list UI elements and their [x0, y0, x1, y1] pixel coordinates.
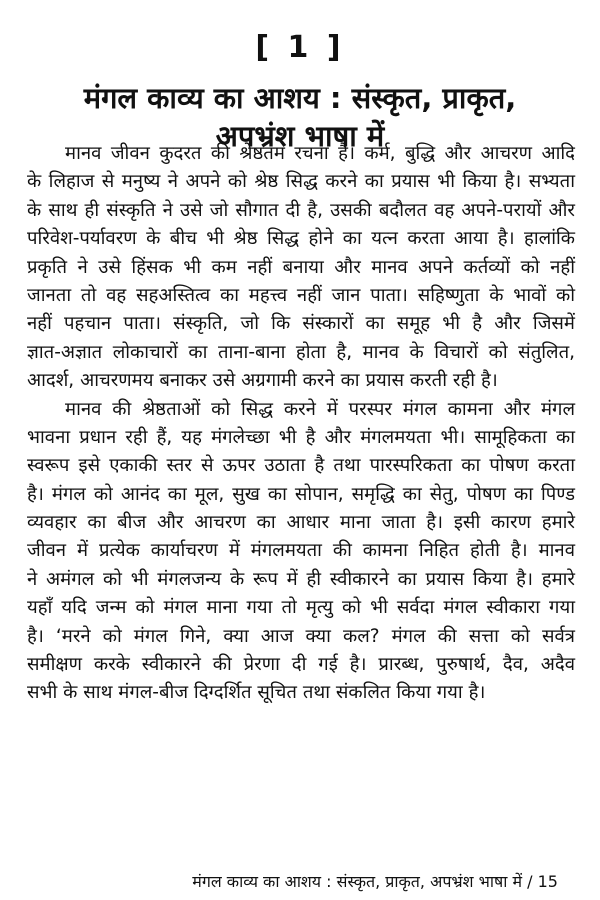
- text-line: प्रकृति ने उसे हिंसक भी कम नहीं बनाया और मानव अपने कर्तव्यों को नहीं: [27, 256, 575, 278]
- chapter-number: [ 1 ]: [255, 30, 345, 65]
- text-line: समीक्षण करके स्वीकारने की प्रेरणा दी गई है। प्रारब्ध, पुरुषार्थ, दैव, अदैव: [27, 654, 575, 676]
- text-line: सभी के साथ मंगल-बीज दिग्दर्शित सूचित तथा संकलित किया गया है।: [27, 682, 486, 704]
- text-line: मानव जीवन कुदरत की श्रेष्ठतम रचना है। कर्म, बुद्धि और आचरण आदि: [65, 143, 575, 164]
- text-line: भावना प्रधान रही हैं, यह मंगलेच्छा भी है और मंगलमयता भी। सामूहिकता का: [27, 426, 575, 448]
- text-line: परिवेश-पर्यावरण के बीच भी श्रेष्ठ सिद्ध होने का यत्न करता आया है। हालांकि: [27, 228, 575, 250]
- text-line: यहाँ यदि जन्म को मंगल माना गया तो मृत्यु को भी सर्वदा मंगल स्वीकारा गया: [27, 597, 575, 619]
- chapter-title-line-2: अपभ्रंश भाषा में: [215, 119, 385, 153]
- text-line: है। ‘मरने को मंगल गिने, क्या आज क्या कल? मंगल की सत्ता को सर्वत्र: [27, 625, 575, 647]
- text-line: स्वरूप इसे एकाकी स्तर से ऊपर उठाता है तथा पारस्परिकता का पोषण करता: [27, 455, 575, 477]
- body-text: [27, 140, 575, 708]
- text-line: आदर्श, आचरणमय बनाकर उसे अग्रगामी करने का प्रयास करती रही है।: [27, 370, 498, 392]
- text-line: नहीं पहचान पाता। संस्कृति, जो कि संस्कारों का समूह भी है और जिसमें: [27, 313, 575, 335]
- text-line: ज्ञात-अज्ञात लोकाचारों का ताना-बाना होता है, मानव के विचारों को संतुलित,: [27, 341, 575, 363]
- running-footer: मंगल काव्य का आशय : संस्कृत, प्राकृत, अपभ्रंश भाषा में / 15: [192, 872, 558, 891]
- text-line: जीवन में प्रत्येक कार्याचरण में मंगलमयता की कामना निहित होती है। मानव: [27, 540, 575, 562]
- text-line: ने अमंगल को भी मंगलजन्य के रूप में ही स्वीकारने का प्रयास किया है। हमारे: [27, 568, 575, 590]
- text-line: व्यवहार का बीज और आचरण का आधार माना जाता है। इसी कारण हमारे: [27, 512, 575, 534]
- paragraph: [27, 140, 575, 396]
- text-line: है। मंगल को आनंद का मूल, सुख का सोपान, समृद्धि का सेतु, पोषण का पिण्ड: [27, 483, 575, 505]
- text-line: मानव की श्रेष्ठताओं को सिद्ध करने में परस्पर मंगल कामना और मंगल: [65, 398, 575, 420]
- text-line: के साथ ही संस्कृति ने उसे जो सौगात दी है, उसकी बदौलत वह अपने-परायों और: [27, 199, 575, 221]
- text-line: के लिहाज से मनुष्य ने अपने को श्रेष्ठ सिद्ध करने का प्रयास भी किया है। सभ्यता: [27, 171, 575, 193]
- paragraph: [27, 396, 575, 708]
- text-line: जानता तो वह सहअस्तित्व का महत्त्व नहीं जान पाता। सहिष्णुता के भावों को: [27, 284, 575, 306]
- chapter-title-line-1: मंगल काव्य का आशय : संस्कृत, प्राकृत,: [83, 81, 517, 115]
